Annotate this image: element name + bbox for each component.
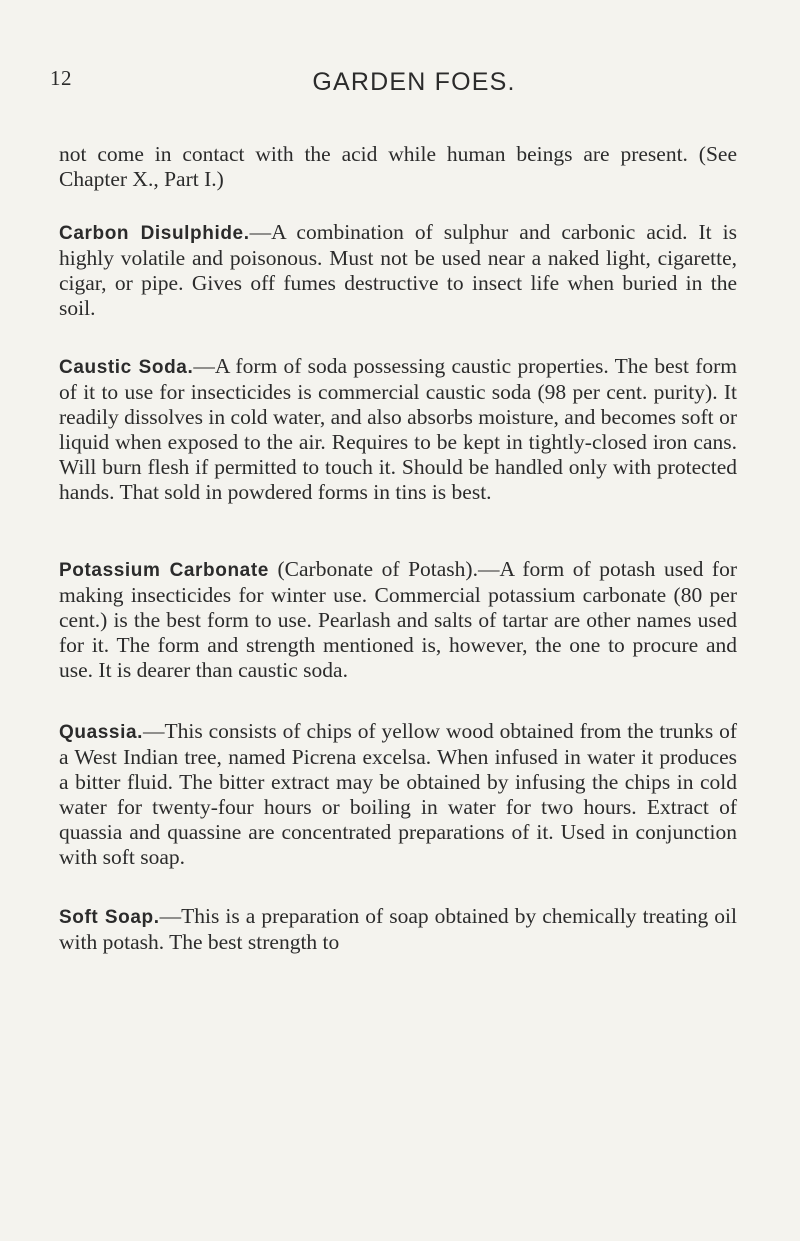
paragraph-text: not come in contact with the acid while human beings are present. (See Chapter X., Part I.) (59, 142, 737, 191)
entry-text: (Carbonate of Potash).—A form of potash used for making insecticides for winter use. Commercial potassium carbonate (80 per cent.) is the best form to use. Pearlash and salts of tartar are other names used for it. The form and strength mentioned is, however, the one to procure and use. It is dearer than caustic soda. (59, 557, 737, 682)
entry-heading: Quassia. (59, 722, 144, 743)
entry-text: —A form of soda possessing caustic properties. The best form of it to use for insecticides is commercial caustic soda (98 per cent. purity). It readily dissolves in cold water, and also absorbs moisture, and becomes soft or liquid when exposed to the air. Requires to be kept in tightly-closed iron cans. Will burn flesh if permitted to touch it. Should be handled only with protected hands. That sold in powdered forms in tins is best. (59, 354, 737, 504)
entry-caustic-soda (59, 354, 737, 505)
entry-text: —A combination of sulphur and carbonic acid. It is highly volatile and poisonous. Must not be used near a naked light, cigarette, cigar, or pipe. Gives off fumes destructive to insect life when buried in the soil. (59, 220, 737, 320)
entry-text: —This consists of chips of yellow wood obtained from the trunks of a West Indian tree, named Picrena excelsa. When infused in water it produces a bitter fluid. The bitter extract may be obtained by infusing the chips in cold water for twenty-four hours or boiling in water for two hours. Extract of quassia and quassine are concentrated preparations of it. Used in conjunction with soft soap. (59, 719, 737, 869)
body-text (59, 142, 737, 955)
running-head: GARDEN FOES. (312, 68, 516, 96)
entry-heading: Caustic Soda. (59, 357, 194, 378)
entry-heading: Soft Soap. (59, 907, 160, 928)
entry-text: —This is a preparation of soap obtained by chemically treating oil with potash. The best strength to (59, 904, 737, 954)
entry-heading: Carbon Disulphide. (59, 223, 250, 244)
entry-heading: Potassium Carbonate (59, 560, 269, 581)
paragraph-intro (59, 142, 737, 192)
page-number: 12 (50, 66, 72, 90)
entry-quassia (59, 719, 737, 870)
entry-carbon-disulphide (59, 220, 737, 321)
entry-potassium-carbonate (59, 557, 737, 683)
entry-soft-soap (59, 904, 737, 955)
